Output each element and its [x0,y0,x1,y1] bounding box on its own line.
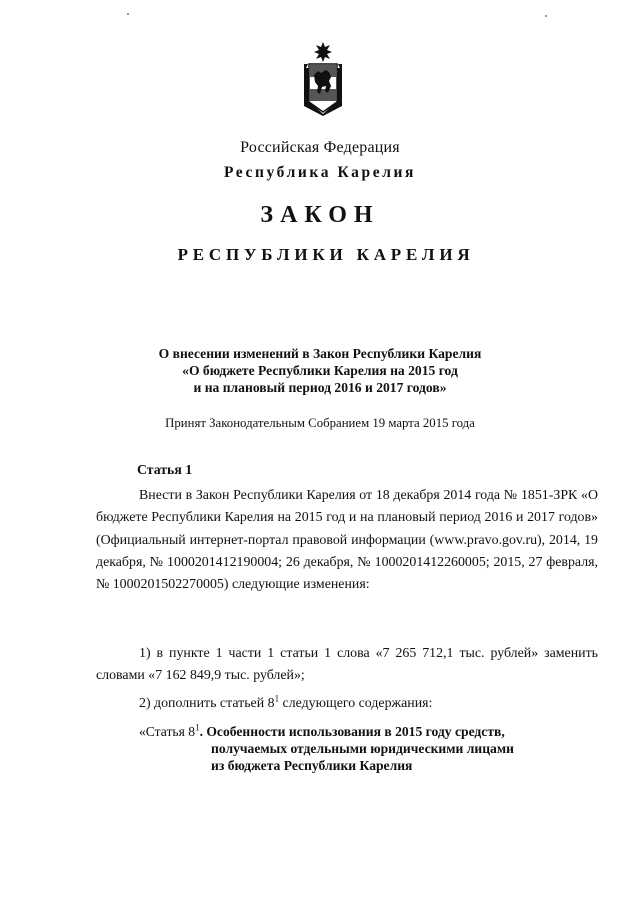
law-title: ЗАКОН [260,202,380,228]
item-2-text: 2) дополнить статьей 8 [139,696,275,711]
adoption-note: Принят Законодательным Собранием 19 марта 2015 года [165,416,475,430]
article-title: Статья 1 [137,462,193,477]
heading-line-3: и на плановый период 2016 и 2017 годов» [193,380,447,395]
item-2-superscript: 1 [274,693,280,704]
heading-line-1: О внесении изменений в Закон Республики Карелия [158,346,482,361]
new-article-heading [139,723,609,774]
law-subtitle: РЕСПУБЛИКИ КАРЕЛИЯ [177,245,475,264]
amendment-item-2 [96,693,598,715]
republic-name: Республика Карелия [223,164,417,181]
heading-line-2: «О бюджете Республики Карелия на 2015 год [182,363,458,378]
karelia-coat-of-arms-icon [300,42,346,116]
law-heading [0,345,640,396]
new-article-title-line-1: Особенности использования в 2015 году средств, [206,724,505,739]
scan-speck [127,13,129,15]
new-article-label: «Статья 8 [139,724,196,739]
new-article-title-line-2: получаемых отдельными юридическими лицами [211,741,514,756]
new-article-title-line-3: из бюджета Республики Карелия [211,758,413,773]
new-article-dot: . [199,724,207,739]
federation-name: Российская Федерация [240,139,400,156]
item-2-tail: следующего содержания: [279,696,433,711]
scan-speck [545,15,547,17]
amendment-item-1: 1) в пункте 1 части 1 статьи 1 слова «7 265 712,1 тыс. рублей» заменить словами «7 162 849,9 тыс. рублей»; [96,646,598,684]
new-article-superscript: 1 [195,722,200,733]
article-intro: Внести в Закон Республики Карелия от 18 декабря 2014 года № 1851-ЗРК «О бюджете Республики Карелия на 2015 год и на плановый период 2016 и 2017 годов» (Официальный интернет-портал правовой информации (www.pravo.gov.ru), 2014, 19 декабря, № 1000201412190004; 26 декабря, № 1000201412260005; 2015, 27 февраля, № 1000201502270005) следующие изменения: [96,488,598,593]
